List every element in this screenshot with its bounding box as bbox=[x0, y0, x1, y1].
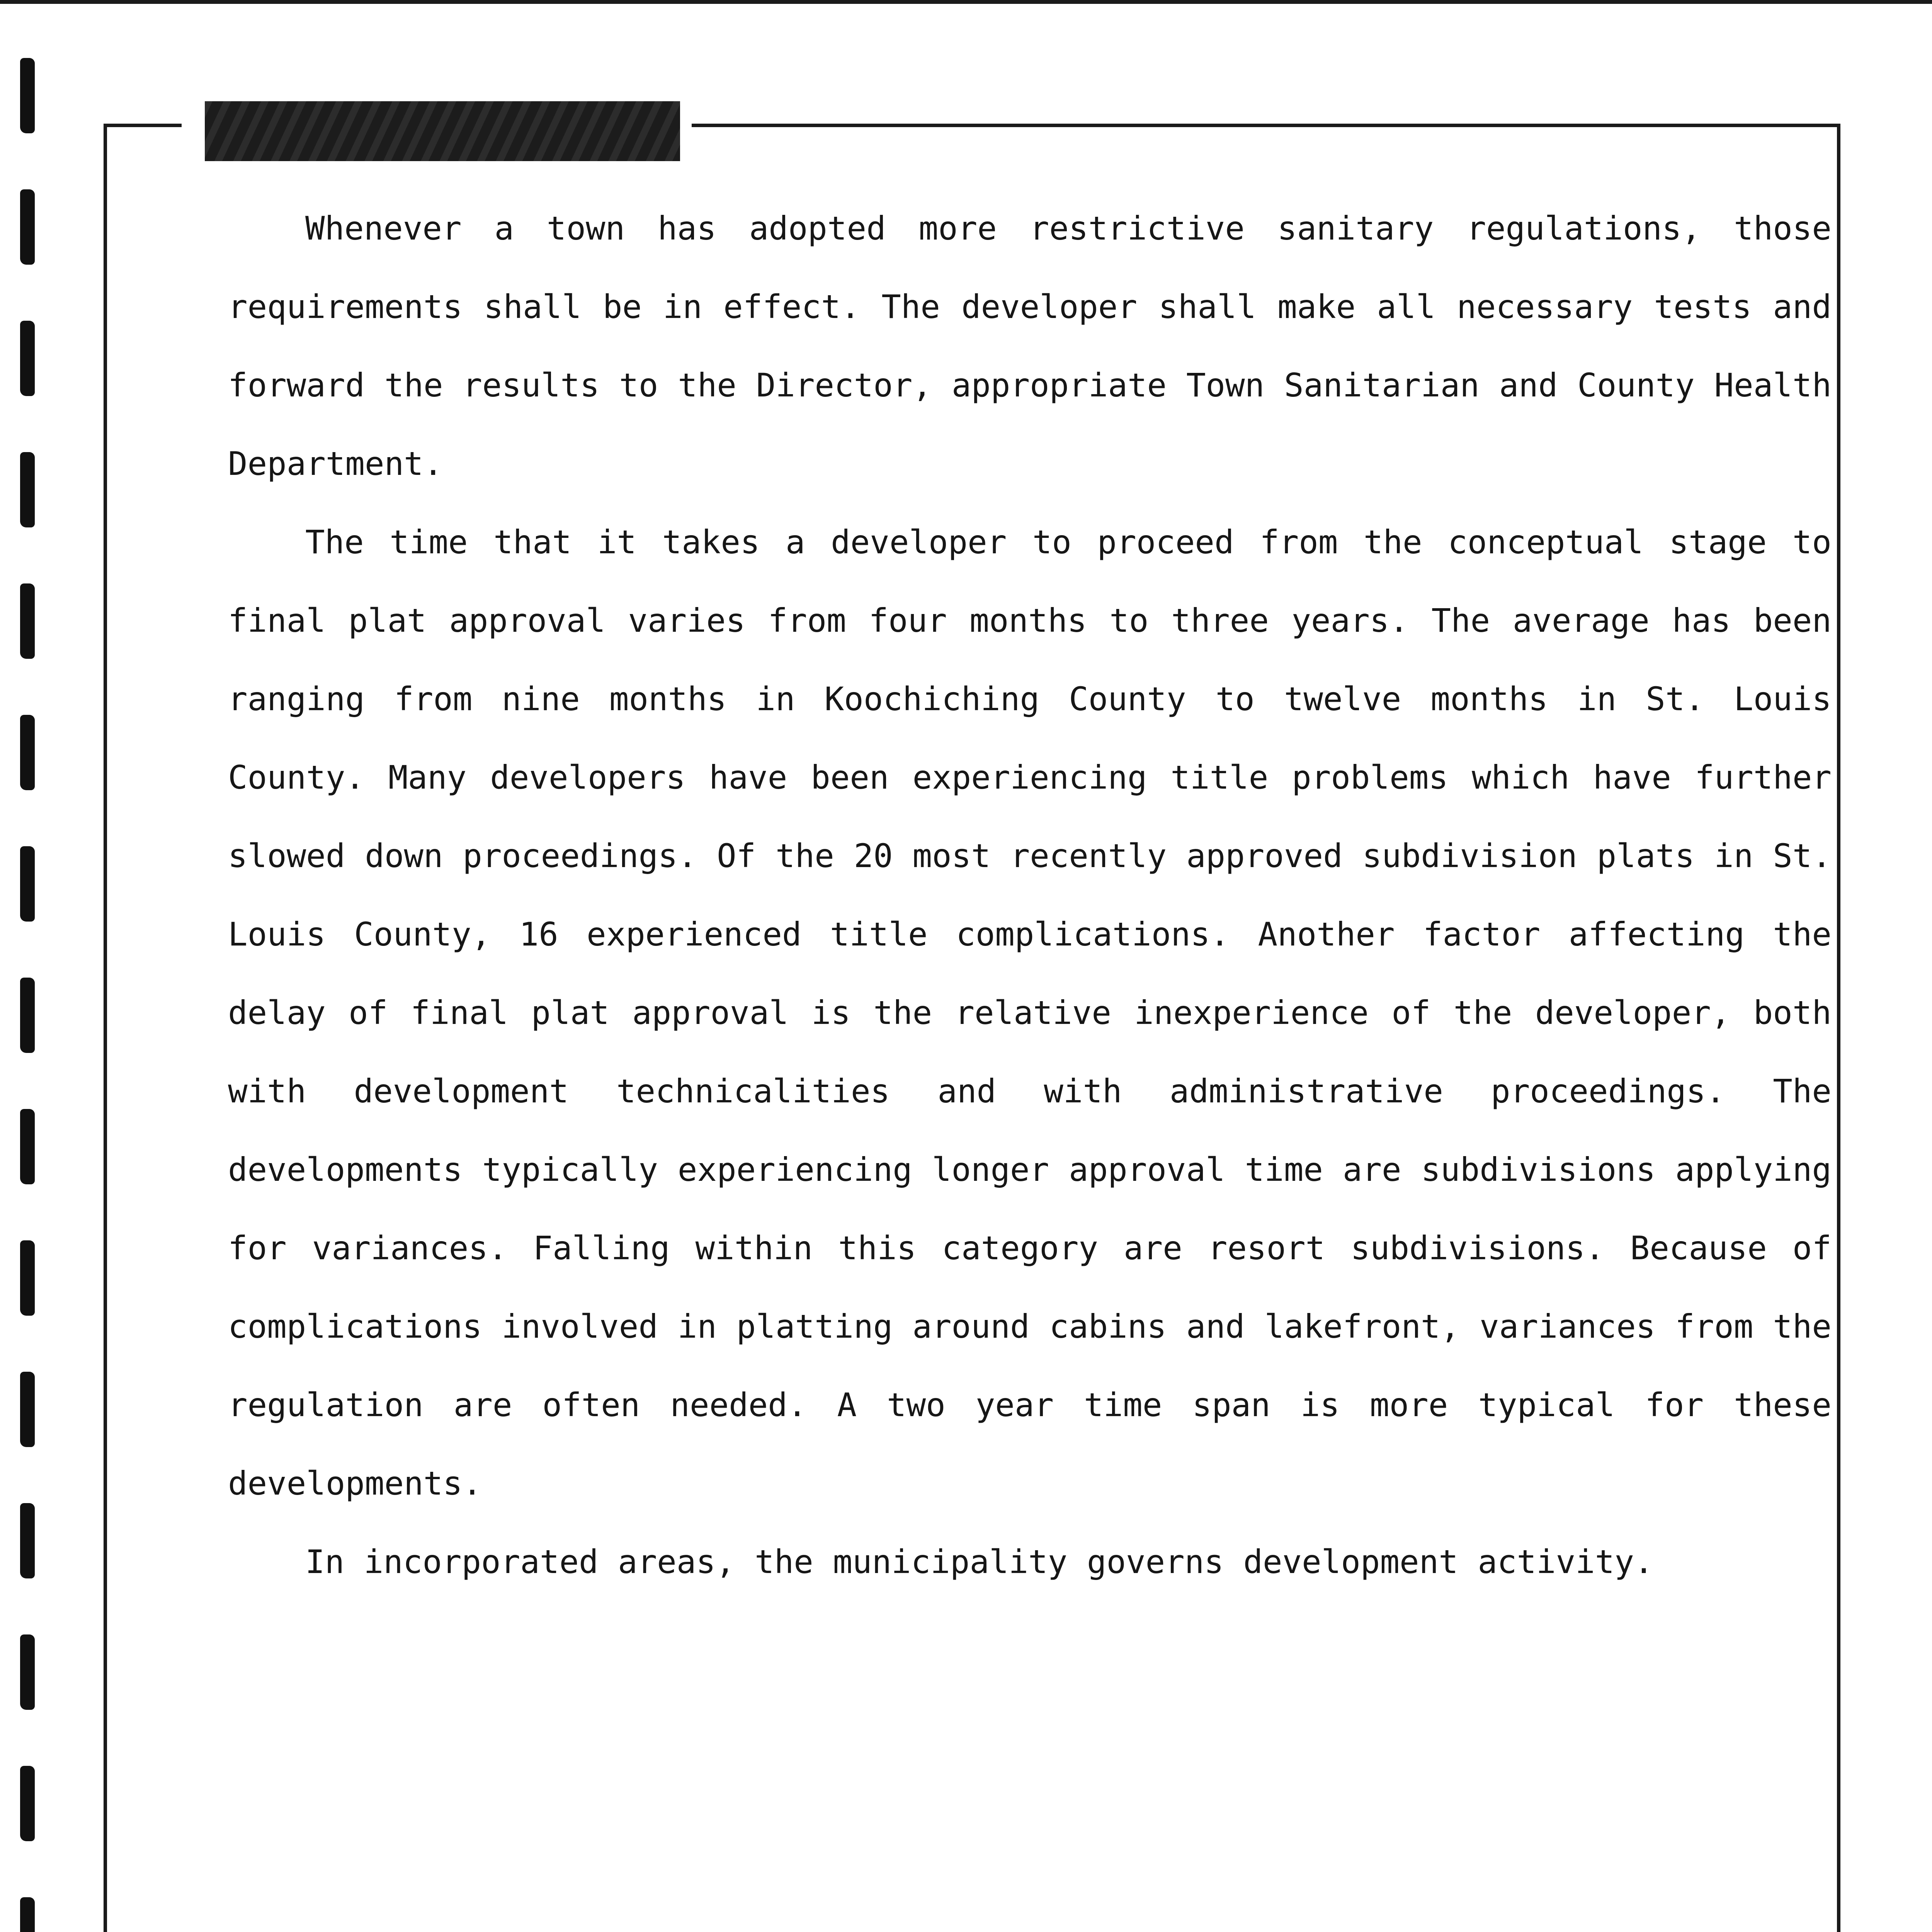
binding-mark bbox=[20, 321, 35, 396]
binding-mark bbox=[20, 58, 35, 133]
paragraph: In incorporated areas, the municipality governs development activity. bbox=[305, 1543, 1654, 1581]
binding-mark bbox=[20, 583, 35, 659]
binding-mark bbox=[20, 846, 35, 922]
top-edge-rule bbox=[0, 0, 1932, 4]
binding-mark bbox=[20, 1634, 35, 1710]
binding-mark bbox=[20, 1503, 35, 1578]
binding-mark bbox=[20, 978, 35, 1053]
header-banner-texture bbox=[205, 101, 680, 161]
binding-mark bbox=[20, 1240, 35, 1316]
binding-marks bbox=[0, 0, 46, 1932]
binding-mark bbox=[20, 715, 35, 790]
body-text bbox=[228, 189, 1832, 1601]
header-banner bbox=[205, 101, 680, 161]
binding-mark bbox=[20, 1766, 35, 1841]
binding-mark bbox=[20, 452, 35, 527]
binding-mark bbox=[20, 1109, 35, 1184]
paragraph: The time that it takes a developer to proceed from the conceptual stage to final plat approval varies from four months to three years. The average has been ranging from nine months in Koochiching County to twelve months in St. Louis County. Many developers have been experiencing title problems which have further slowed down proceedings. Of the 20 most recently approved subdivision plats in St. Louis County, 16 experienced title complications. Another factor affecting the delay of final plat approval is the relative inexperience of the developer, both with development technicalities and with administrative proceedings. The developments typically experiencing longer approval time are subdivisions applying for variances. Falling within this category are resort subdivisions. Because of complications involved in platting around cabins and lakefront, variances from the regulation are often needed. A two year time span is more typical for these developments. bbox=[228, 523, 1832, 1502]
binding-mark bbox=[20, 189, 35, 265]
paragraph: Whenever a town has adopted more restrictive sanitary regulations, those requirements shall be in effect. The developer shall make all necessary tests and forward the results to the Director, appropriate Town Sanitarian and County Health Department. bbox=[228, 209, 1832, 483]
binding-mark bbox=[20, 1897, 35, 1932]
binding-mark bbox=[20, 1372, 35, 1447]
